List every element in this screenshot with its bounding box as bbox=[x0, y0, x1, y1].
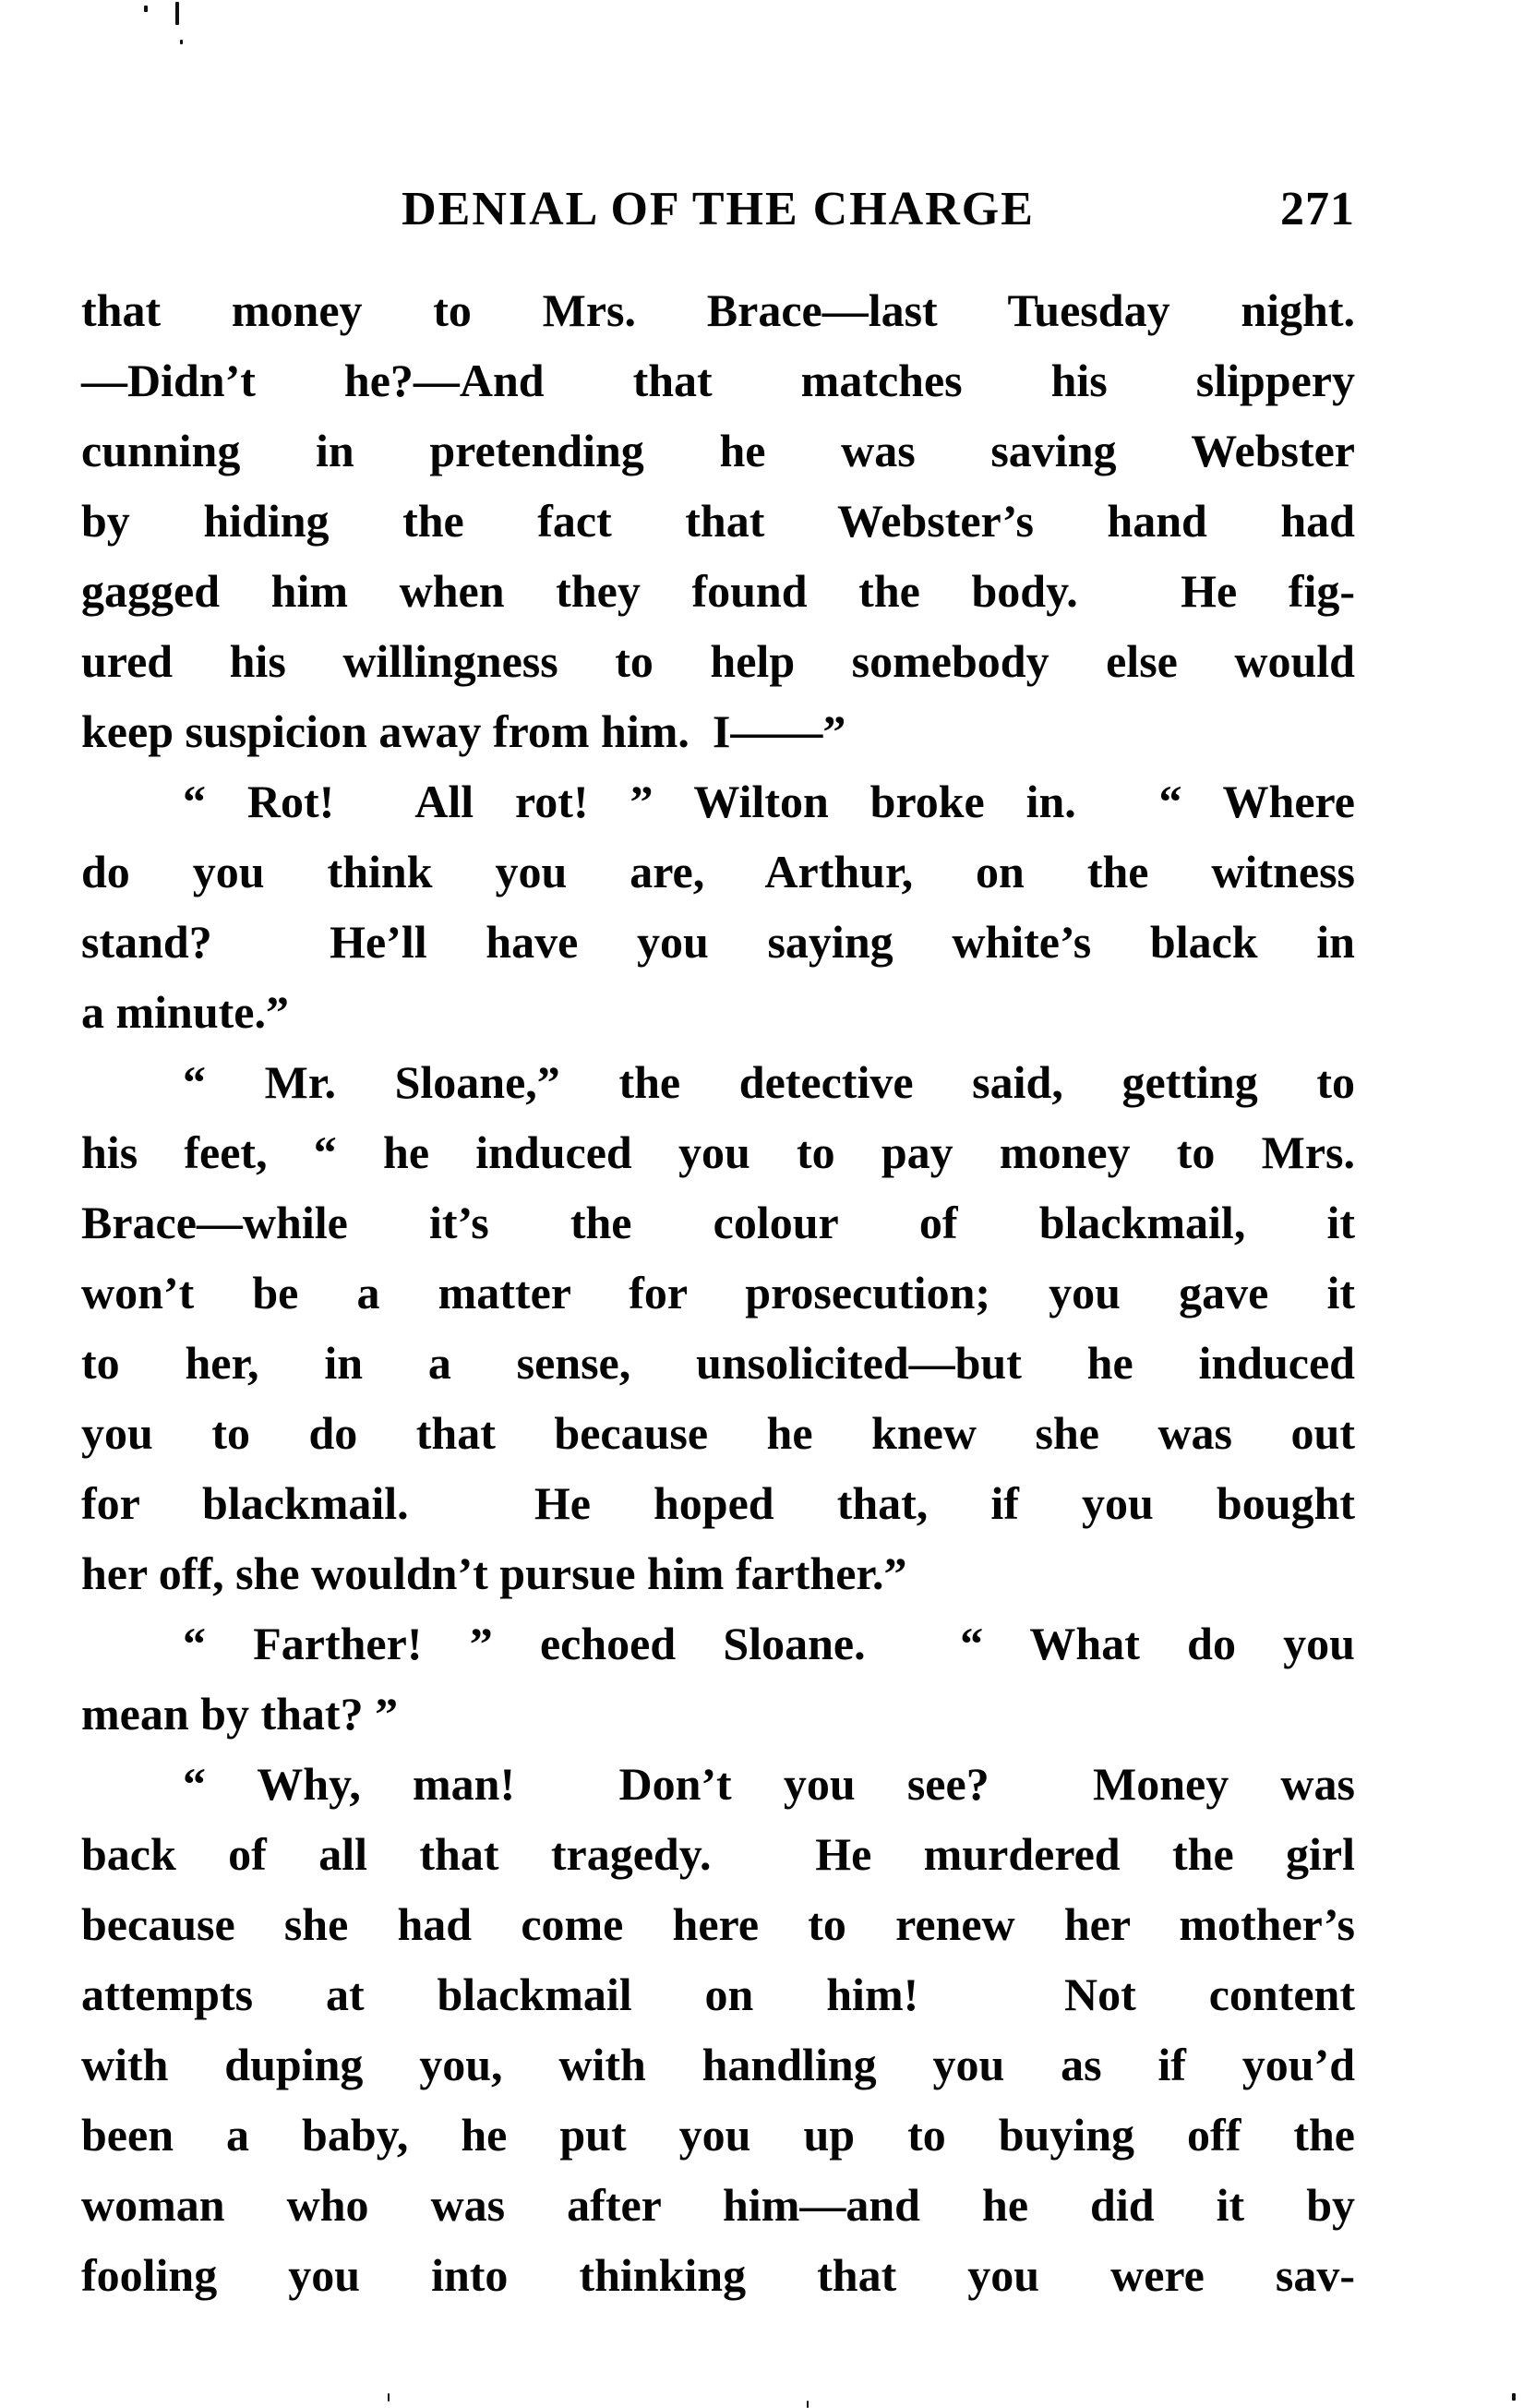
running-head-title: DENIAL OF THE CHARGE bbox=[402, 183, 1035, 235]
text-line: stand? He’ll have you saying white’s black in bbox=[81, 916, 1355, 968]
text-line: do you think you are, Arthur, on the witness bbox=[81, 846, 1355, 897]
text-line: “ Rot! All rot! ” Wilton broke in. “ Where bbox=[183, 776, 1355, 827]
text-line: attempts at blackmail on him! Not content bbox=[81, 1969, 1355, 2020]
text-line: with duping you, with handling you as if you’d bbox=[81, 2039, 1355, 2090]
scan-artifact bbox=[1512, 2393, 1516, 2401]
text-line: keep suspicion away from him. I——” bbox=[81, 705, 846, 757]
text-line: back of all that tragedy. He murdered the girl bbox=[81, 1828, 1355, 1880]
text-line: won’t be a matter for prosecution; you gave it bbox=[81, 1267, 1355, 1318]
text-line: woman who was after him—and he did it by bbox=[81, 2179, 1355, 2231]
text-line: fooling you into thinking that you were sav- bbox=[81, 2249, 1355, 2301]
text-line: by hiding the fact that Webster’s hand had bbox=[81, 495, 1355, 547]
text-line: been a baby, he put you up to buying off the bbox=[81, 2109, 1355, 2161]
running-header bbox=[81, 183, 1355, 236]
text-line: her off, she wouldn’t pursue him farther.” bbox=[81, 1547, 907, 1599]
page-number: 271 bbox=[1280, 183, 1355, 235]
text-line: —Didn’t he?—And that matches his slippery bbox=[81, 355, 1355, 406]
text-line: that money to Mrs. Brace—last Tuesday night. bbox=[81, 284, 1355, 336]
scan-artifact bbox=[388, 2393, 390, 2402]
text-line: Brace—while it’s the colour of blackmail, it bbox=[81, 1197, 1355, 1248]
text-line: “ Mr. Sloane,” the detective said, getting to bbox=[183, 1056, 1355, 1108]
text-line: ured his willingness to help somebody else would bbox=[81, 635, 1355, 687]
text-column bbox=[81, 0, 1355, 2310]
text-line: mean by that? ” bbox=[81, 1688, 399, 1740]
text-line: “ Farther! ” echoed Sloane. “ What do you bbox=[183, 1618, 1355, 1669]
page-body-text bbox=[81, 275, 1355, 2310]
text-line: a minute.” bbox=[81, 986, 289, 1038]
text-line: to her, in a sense, unsolicited—but he induced bbox=[81, 1337, 1355, 1389]
text-line: “ Why, man! Don’t you see? Money was bbox=[183, 1758, 1355, 1810]
text-line: you to do that because he knew she was out bbox=[81, 1407, 1355, 1459]
text-line: gagged him when they found the body. He fig- bbox=[81, 565, 1355, 617]
scan-artifact bbox=[807, 2401, 809, 2408]
text-line: cunning in pretending he was saving Webster bbox=[81, 425, 1355, 476]
text-line: because she had come here to renew her mother’s bbox=[81, 1898, 1355, 1950]
text-line: his feet, “ he induced you to pay money to Mrs. bbox=[81, 1126, 1355, 1178]
text-line: for blackmail. He hoped that, if you bought bbox=[81, 1477, 1355, 1529]
